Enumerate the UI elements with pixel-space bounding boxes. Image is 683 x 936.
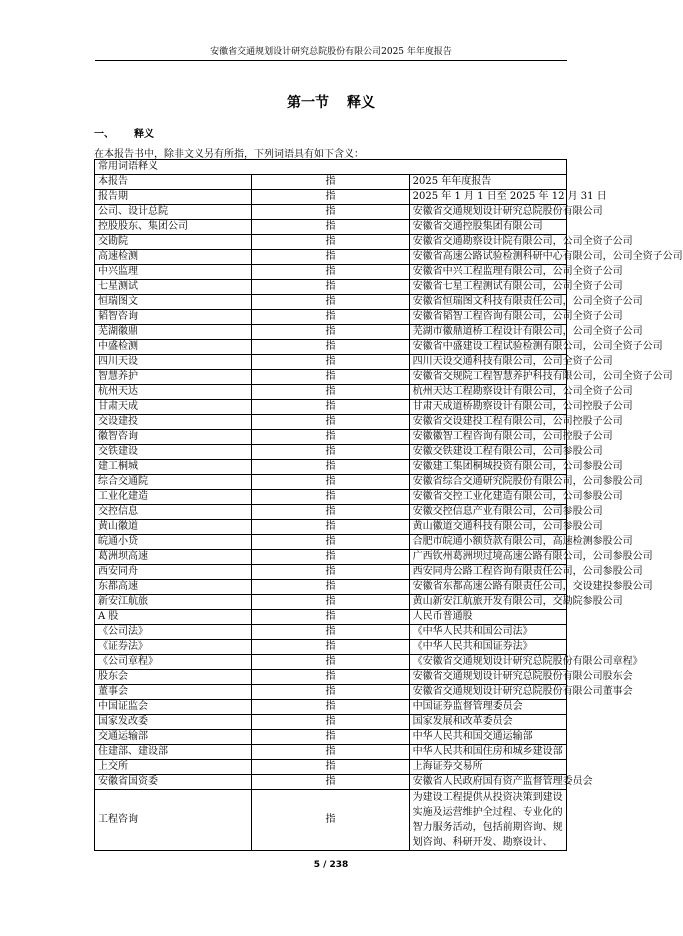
term-cell: 皖通小贷 bbox=[95, 535, 252, 550]
separator-cell: 指 bbox=[252, 190, 409, 205]
table-row bbox=[95, 610, 567, 625]
definition-cell: 广西钦州葛洲坝过境高速公路有限公司，公司参股公司 bbox=[409, 550, 566, 565]
separator-cell: 指 bbox=[252, 670, 409, 685]
definition-cell: 安徽省交通规划设计研究总院股份有限公司董事会 bbox=[409, 685, 566, 700]
separator-cell: 指 bbox=[252, 475, 409, 490]
separator-cell: 指 bbox=[252, 310, 409, 325]
term-cell: 住建部、建设部 bbox=[95, 745, 252, 760]
term-cell: 西安同舟 bbox=[95, 565, 252, 580]
term-cell: 《证券法》 bbox=[95, 640, 252, 655]
separator-cell: 指 bbox=[252, 460, 409, 475]
separator-cell: 指 bbox=[252, 520, 409, 535]
definition-cell: 安徽省中盛建设工程试验检测有限公司，公司全资子公司 bbox=[409, 340, 566, 355]
separator-cell: 指 bbox=[252, 535, 409, 550]
separator-cell: 指 bbox=[252, 730, 409, 745]
term-cell: 芜湖徽鼎 bbox=[95, 325, 252, 340]
separator-cell: 指 bbox=[252, 640, 409, 655]
term-cell: 东都高速 bbox=[95, 580, 252, 595]
table-row bbox=[95, 670, 567, 685]
separator-cell: 指 bbox=[252, 565, 409, 580]
term-cell: 工程咨询 bbox=[95, 790, 252, 851]
table-row bbox=[95, 265, 567, 280]
header-divider bbox=[95, 60, 567, 61]
definitions-table bbox=[94, 159, 683, 851]
term-cell: 上交所 bbox=[95, 760, 252, 775]
definition-cell: 安徽省东都高速公路有限责任公司，交设建投参股公司 bbox=[409, 580, 566, 595]
definition-cell: 西安同舟公路工程咨询有限责任公司，公司参股公司 bbox=[409, 565, 566, 580]
table-row bbox=[95, 490, 567, 505]
definition-cell: 安徽省交通勘察设计院有限公司，公司全资子公司 bbox=[409, 235, 566, 250]
separator-cell: 指 bbox=[252, 370, 409, 385]
term-cell: 七星测试 bbox=[95, 280, 252, 295]
separator-cell: 指 bbox=[252, 340, 409, 355]
term-cell: 公司、设计总院 bbox=[95, 205, 252, 220]
term-cell: 工业化建造 bbox=[95, 490, 252, 505]
term-cell: 建工桐城 bbox=[95, 460, 252, 475]
definition-cell: 安徽省交通规划设计研究总院股份有限公司股东会 bbox=[409, 670, 566, 685]
table-row bbox=[95, 655, 567, 670]
table-row bbox=[95, 400, 567, 415]
definition-cell: 安徽徽智工程咨询有限公司，公司控股子公司 bbox=[409, 430, 566, 445]
term-cell: 四川天设 bbox=[95, 355, 252, 370]
table-caption: 常用词语释义 bbox=[95, 160, 567, 175]
table-row bbox=[95, 745, 567, 760]
table-row bbox=[95, 505, 567, 520]
term-cell: A 股 bbox=[95, 610, 252, 625]
separator-cell: 指 bbox=[252, 295, 409, 310]
intro-text: 在本报告书中，除非文义另有所指，下列词语具有如下含义： bbox=[94, 149, 364, 160]
term-cell: 国家发改委 bbox=[95, 715, 252, 730]
separator-cell: 指 bbox=[252, 280, 409, 295]
term-cell: 葛洲坝高速 bbox=[95, 550, 252, 565]
separator-cell: 指 bbox=[252, 445, 409, 460]
term-cell: 中盛检测 bbox=[95, 340, 252, 355]
separator-cell: 指 bbox=[252, 205, 409, 220]
term-cell: 控股股东、集团公司 bbox=[95, 220, 252, 235]
separator-cell: 指 bbox=[252, 715, 409, 730]
separator-cell: 指 bbox=[252, 265, 409, 280]
term-cell: 交通运输部 bbox=[95, 730, 252, 745]
definition-cell: 《中华人民共和国公司法》 bbox=[409, 625, 566, 640]
definition-cell: 安徽省交规院工程智慧养护科技有限公司，公司全资子公司 bbox=[409, 370, 566, 385]
table-row bbox=[95, 205, 567, 220]
table-row bbox=[95, 370, 567, 385]
table-row bbox=[95, 415, 567, 430]
separator-cell: 指 bbox=[252, 655, 409, 670]
definition-cell: 黄山新安江航旅开发有限公司，交勘院参股公司 bbox=[409, 595, 566, 610]
definition-cell: 安徽省人民政府国有资产监督管理委员会 bbox=[409, 775, 566, 790]
term-cell: 新安江航旅 bbox=[95, 595, 252, 610]
definition-cell: 四川天设交通科技有限公司，公司全资子公司 bbox=[409, 355, 566, 370]
definition-cell: 甘肃天成道桥勘察设计有限公司，公司控股子公司 bbox=[409, 400, 566, 415]
separator-cell: 指 bbox=[252, 580, 409, 595]
table-row bbox=[95, 775, 567, 790]
table-row bbox=[95, 595, 567, 610]
definition-cell: 安徽交控信息产业有限公司，公司参股公司 bbox=[409, 505, 566, 520]
separator-cell: 指 bbox=[252, 625, 409, 640]
term-cell: 韬智咨询 bbox=[95, 310, 252, 325]
table-row bbox=[95, 565, 567, 580]
section-title bbox=[0, 92, 662, 112]
table-row bbox=[95, 460, 567, 475]
table-row bbox=[95, 580, 567, 595]
term-cell: 综合交通院 bbox=[95, 475, 252, 490]
separator-cell: 指 bbox=[252, 355, 409, 370]
table-row bbox=[95, 475, 567, 490]
table-row bbox=[95, 685, 567, 700]
term-cell: 徽智咨询 bbox=[95, 430, 252, 445]
separator-cell: 指 bbox=[252, 790, 409, 851]
separator-cell: 指 bbox=[252, 775, 409, 790]
table-row bbox=[95, 640, 567, 655]
term-cell: 中国证监会 bbox=[95, 700, 252, 715]
definition-cell: 黄山徽道交通科技有限公司，公司参股公司 bbox=[409, 520, 566, 535]
table-row bbox=[95, 520, 567, 535]
definition-cell: 《中华人民共和国证券法》 bbox=[409, 640, 566, 655]
definition-cell: 安徽省恒瑞图文科技有限责任公司，公司全资子公司 bbox=[409, 295, 566, 310]
separator-cell: 指 bbox=[252, 325, 409, 340]
table-row bbox=[95, 295, 567, 310]
term-cell: 智慧养护 bbox=[95, 370, 252, 385]
term-cell: 恒瑞图文 bbox=[95, 295, 252, 310]
separator-cell: 指 bbox=[252, 250, 409, 265]
definition-cell: 杭州天达工程勘察设计有限公司，公司全资子公司 bbox=[409, 385, 566, 400]
separator-cell: 指 bbox=[252, 385, 409, 400]
definition-cell: 中国证券监督管理委员会 bbox=[409, 700, 566, 715]
term-cell: 交勘院 bbox=[95, 235, 252, 250]
table-row bbox=[95, 760, 567, 775]
term-cell: 杭州天达 bbox=[95, 385, 252, 400]
term-cell: 股东会 bbox=[95, 670, 252, 685]
table-caption-row bbox=[95, 160, 567, 175]
table-row bbox=[95, 355, 567, 370]
definition-cell: 安徽建工集团桐城投资有限公司，公司参股公司 bbox=[409, 460, 566, 475]
definition-cell: 中华人民共和国住房和城乡建设部 bbox=[409, 745, 566, 760]
table-row bbox=[95, 625, 567, 640]
section-name: 释义 bbox=[347, 95, 375, 111]
report-header: 安徽省交通规划设计研究总院股份有限公司2025 年年度报告 bbox=[210, 47, 452, 57]
term-cell: 交控信息 bbox=[95, 505, 252, 520]
section-label: 第一节 bbox=[287, 95, 329, 111]
term-cell: 董事会 bbox=[95, 685, 252, 700]
definition-cell: 安徽省高速公路试验检测科研中心有限公司，公司全资子公司 bbox=[409, 250, 566, 265]
table-row bbox=[95, 550, 567, 565]
table-row bbox=[95, 700, 567, 715]
definition-cell: 2025 年 1 月 1 日至 2025 年 12 月 31 日 bbox=[409, 190, 566, 205]
term-cell: 黄山徽道 bbox=[95, 520, 252, 535]
table-row bbox=[95, 235, 567, 250]
separator-cell: 指 bbox=[252, 430, 409, 445]
table-row bbox=[95, 220, 567, 235]
table-row bbox=[95, 190, 567, 205]
term-cell: 《公司章程》 bbox=[95, 655, 252, 670]
term-cell: 交设建投 bbox=[95, 415, 252, 430]
term-cell: 交铁建设 bbox=[95, 445, 252, 460]
table-row bbox=[95, 250, 567, 265]
separator-cell: 指 bbox=[252, 760, 409, 775]
term-cell: 《公司法》 bbox=[95, 625, 252, 640]
definition-cell: 人民币普通股 bbox=[409, 610, 566, 625]
table-row bbox=[95, 280, 567, 295]
definition-cell: 安徽省交通控股集团有限公司 bbox=[409, 220, 566, 235]
separator-cell: 指 bbox=[252, 550, 409, 565]
table-row bbox=[95, 445, 567, 460]
separator-cell: 指 bbox=[252, 400, 409, 415]
subsection-number: 一、 bbox=[94, 129, 114, 140]
table-row bbox=[95, 715, 567, 730]
definition-cell: 2025 年年度报告 bbox=[409, 175, 566, 190]
subsection-heading bbox=[94, 125, 154, 140]
separator-cell: 指 bbox=[252, 595, 409, 610]
term-cell: 中兴监理 bbox=[95, 265, 252, 280]
term-cell: 安徽省国资委 bbox=[95, 775, 252, 790]
definition-cell: 《安徽省交通规划设计研究总院股份有限公司章程》 bbox=[409, 655, 566, 670]
term-cell: 报告期 bbox=[95, 190, 252, 205]
definition-cell: 安徽省综合交通研究院股份有限公司，公司参股公司 bbox=[409, 475, 566, 490]
table-row bbox=[95, 790, 567, 851]
definition-cell: 安徽省交设建投工程有限公司，公司控股子公司 bbox=[409, 415, 566, 430]
table-row bbox=[95, 325, 567, 340]
term-cell: 高速检测 bbox=[95, 250, 252, 265]
table-row bbox=[95, 535, 567, 550]
separator-cell: 指 bbox=[252, 175, 409, 190]
separator-cell: 指 bbox=[252, 235, 409, 250]
table-row bbox=[95, 310, 567, 325]
definition-cell: 合肥市皖通小额贷款有限公司，高速检测参股公司 bbox=[409, 535, 566, 550]
definition-cell: 为建设工程提供从投资决策到建设实施及运营维护全过程、专业化的智力服务活动，包括前期咨询、规划咨询、科研开发、勘察设计、 bbox=[409, 790, 566, 851]
definition-cell: 安徽省交控工业化建造有限公司，公司参股公司 bbox=[409, 490, 566, 505]
table-row bbox=[95, 340, 567, 355]
separator-cell: 指 bbox=[252, 700, 409, 715]
table-row bbox=[95, 730, 567, 745]
separator-cell: 指 bbox=[252, 490, 409, 505]
definition-cell: 芜湖市徽鼎道桥工程设计有限公司，公司全资子公司 bbox=[409, 325, 566, 340]
separator-cell: 指 bbox=[252, 415, 409, 430]
definition-cell: 安徽省七星工程测试有限公司，公司全资子公司 bbox=[409, 280, 566, 295]
table-row bbox=[95, 175, 567, 190]
definition-cell: 中华人民共和国交通运输部 bbox=[409, 730, 566, 745]
separator-cell: 指 bbox=[252, 685, 409, 700]
term-cell: 甘肃天成 bbox=[95, 400, 252, 415]
separator-cell: 指 bbox=[252, 610, 409, 625]
separator-cell: 指 bbox=[252, 505, 409, 520]
table-row bbox=[95, 385, 567, 400]
table-row bbox=[95, 430, 567, 445]
subsection-title: 释义 bbox=[134, 129, 154, 140]
definition-cell: 上海证券交易所 bbox=[409, 760, 566, 775]
definition-cell: 国家发展和改革委员会 bbox=[409, 715, 566, 730]
definition-cell: 安徽交铁建设工程有限公司，公司参股公司 bbox=[409, 445, 566, 460]
definition-cell: 安徽省中兴工程监理有限公司，公司全资子公司 bbox=[409, 265, 566, 280]
page-number: 5 / 238 bbox=[313, 860, 349, 870]
definition-cell: 安徽省交通规划设计研究总院股份有限公司 bbox=[409, 205, 566, 220]
separator-cell: 指 bbox=[252, 745, 409, 760]
separator-cell: 指 bbox=[252, 220, 409, 235]
term-cell: 本报告 bbox=[95, 175, 252, 190]
definition-cell: 安徽省韬智工程咨询有限公司，公司全资子公司 bbox=[409, 310, 566, 325]
